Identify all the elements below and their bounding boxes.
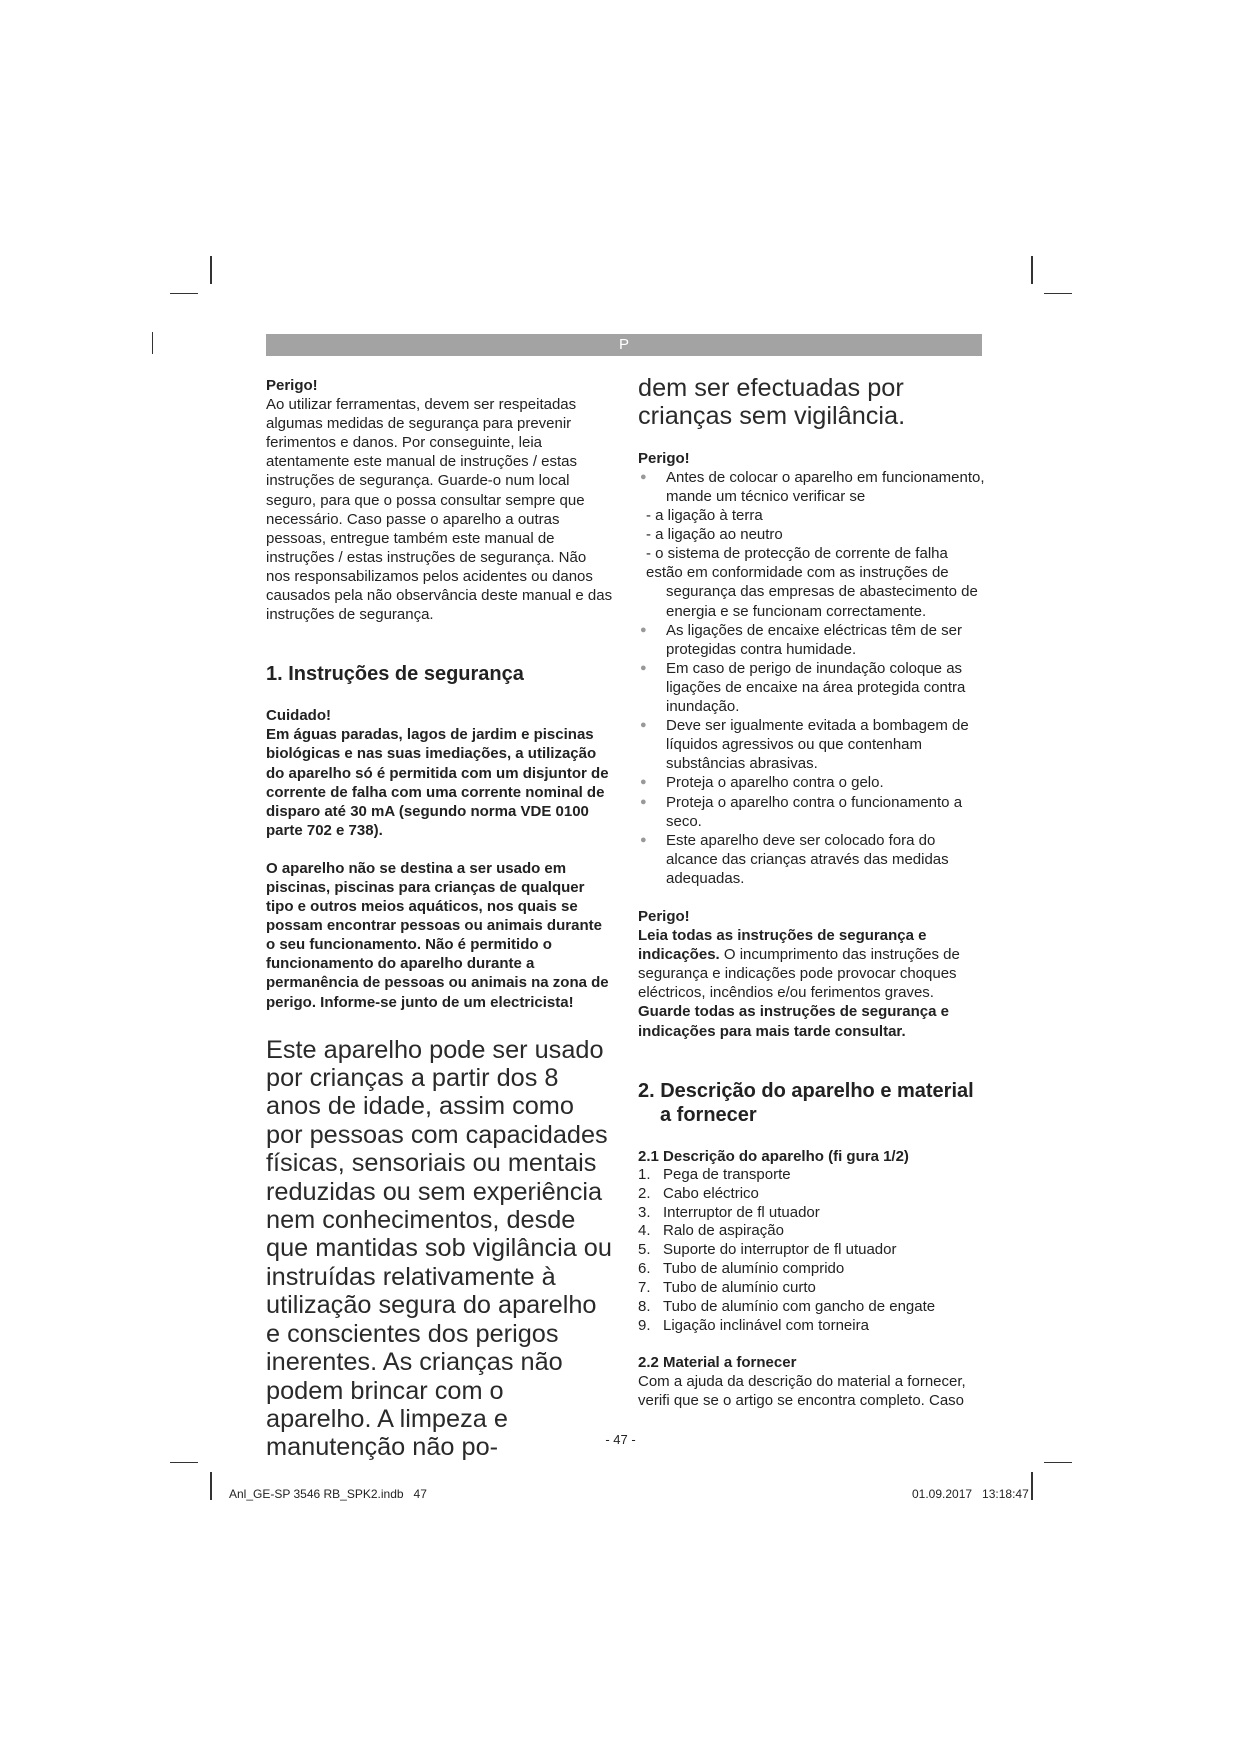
crop-mark [170, 293, 198, 294]
list-item: ● Em caso de perigo de inundação coloque as ligações de encaixe na área protegida contra inundação. [638, 659, 986, 716]
list-item: ● Proteja o aparelho contra o gelo. [638, 773, 986, 792]
pool-warning-text: O aparelho não se destina a ser usado em piscinas, piscinas para crianças de qualquer tipo e outros meios aquáticos, nos quais se possam encontrar pessoas ou animais durante o seu funcionamento. Não é permitido o funcionamento do aparelho durante a permanência de pessoas ou animais na zona de perigo. Informe-se junto de um electricista! [266, 859, 609, 1011]
list-item: ● Proteja o aparelho contra o funcionamento a seco. [638, 793, 986, 831]
danger-3-bold-2: Guarde todas as instruções de segurança e indicações para mais tarde consultar. [638, 1003, 949, 1040]
safety-bullet-list [638, 621, 986, 888]
list-item: ● Este aparelho deve ser colocado fora do alcance das crianças através das medidas adequadas. [638, 831, 986, 888]
list-item: 8. Tubo de alumínio com gancho de engate [638, 1298, 936, 1316]
check-item: - o sistema de protecção de corrente de falha [646, 545, 948, 563]
danger-title-2: Perigo! [638, 449, 690, 467]
crop-mark [1031, 256, 1033, 284]
danger-title: Perigo! [266, 377, 318, 394]
list-item: 1. Pega de transporte [638, 1165, 791, 1183]
file-info: Anl_GE-SP 3546 RB_SPK2.indb 47 [229, 1487, 427, 1501]
crop-mark [1044, 1462, 1072, 1463]
crop-mark [152, 332, 153, 354]
subsection-2-2-title: 2.2 Material a fornecer [638, 1353, 797, 1371]
caution-title: Cuidado! [266, 707, 331, 725]
list-item: 4. Ralo de aspiração [638, 1222, 784, 1240]
print-timestamp: 01.09.2017 13:18:47 [912, 1487, 1029, 1501]
list-item: 5. Suporte do interruptor de fl utuador [638, 1241, 897, 1259]
parts-list [638, 1166, 986, 1336]
danger-3-bold: Leia todas as instruções de segurança e indicações. [638, 927, 927, 964]
section-2-title-cont: a fornecer [660, 1103, 757, 1126]
caution-text: Em águas paradas, lagos de jardim e piscinas biológicas e nas suas imediações, a utilização do aparelho só é permitida com um disjuntor de corrente de falha com uma corrente nominal de disparo até 30 mA (segundo norma VDE 0100 parte 702 e 738). [266, 726, 609, 839]
language-header-bar [266, 334, 982, 356]
list-item: 3. Interruptor de fl utuador [638, 1203, 820, 1221]
list-item: ● Antes de colocar o aparelho em funcionamento, mande um técnico verificar se [638, 468, 986, 506]
list-item: 9. Ligação inclinável com torneira [638, 1316, 869, 1334]
language-code: P [618, 336, 629, 353]
crop-mark [210, 1472, 212, 1500]
crop-mark [210, 256, 212, 284]
list-item: 2. Cabo eléctrico [638, 1184, 759, 1202]
check-continuation: segurança das empresas de abastecimento de energia e se funcionam correctamente. [666, 583, 978, 620]
subsection-2-1-title: 2.1 Descrição do aparelho (fi gura 1/2) [638, 1147, 909, 1165]
crop-mark [1044, 293, 1072, 294]
list-item: ● Deve ser igualmente evitada a bombagem de líquidos agressivos ou que contenham substâncias abrasivas. [638, 716, 986, 773]
danger-title-3: Perigo! [638, 907, 690, 925]
left-column [266, 376, 614, 1462]
danger-3-body: O incumprimento das instruções de segurança e indicações pode provocar choques eléctricos, incêndios e/ou ferimentos graves. [638, 946, 960, 1002]
list-item: 7. Tubo de alumínio curto [638, 1279, 816, 1297]
children-usage-text: Este aparelho pode ser usado por crianças a partir dos 8 anos de idade, assim como por pessoas com capacidades físicas, sensoriais ou mentais reduzidas ou sem experiência nem conhecimentos, desde que mantidas sob vigilância ou instruídas relativamente à utilização segura do aparelho e conscientes dos perigos inerentes. As crianças não podem brincar com o aparelho. A limpeza e manutenção não po- [266, 1035, 612, 1462]
section-2-title: 2. Descrição do aparelho e material [638, 1079, 974, 1102]
danger-3-text [638, 926, 986, 1002]
check-item: - a ligação à terra [646, 507, 763, 525]
subsection-2-2-text: Com a ajuda da descrição do material a fornecer, verifi que se o artigo se encontra completo. Caso [638, 1372, 966, 1410]
list-item: ● As ligações de encaixe eléctricas têm de ser protegidas contra humidade. [638, 621, 986, 659]
check-continuation: estão em conformidade com as instruções de [646, 564, 949, 582]
children-usage-continued: dem ser efectuadas por crianças sem vigilância. [638, 374, 906, 431]
page-number: - 47 - [605, 1432, 636, 1447]
right-column [638, 376, 986, 1410]
list-item: 6. Tubo de alumínio comprido [638, 1260, 845, 1278]
crop-mark [170, 1462, 198, 1463]
section-1-title: 1. Instruções de segurança [266, 663, 524, 686]
danger-text: Ao utilizar ferramentas, devem ser respeitadas algumas medidas de segurança para prevenir ferimentos e danos. Por conseguinte, leia atentamente este manual de instruções / estas instruções de segurança. Guarde-o num local seguro, para que o possa consultar sempre que necessário. Caso passe o aparelho a outras pessoas, entregue também este manual de instruções / estas instruções de segurança. Não nos responsabilizamos pelos acidentes ou danos causados pela não observância deste manual e das instruções de segurança. [266, 396, 613, 624]
safety-bullet-list [638, 468, 986, 506]
check-item: - a ligação ao neutro [646, 526, 783, 544]
crop-mark [1031, 1472, 1033, 1500]
